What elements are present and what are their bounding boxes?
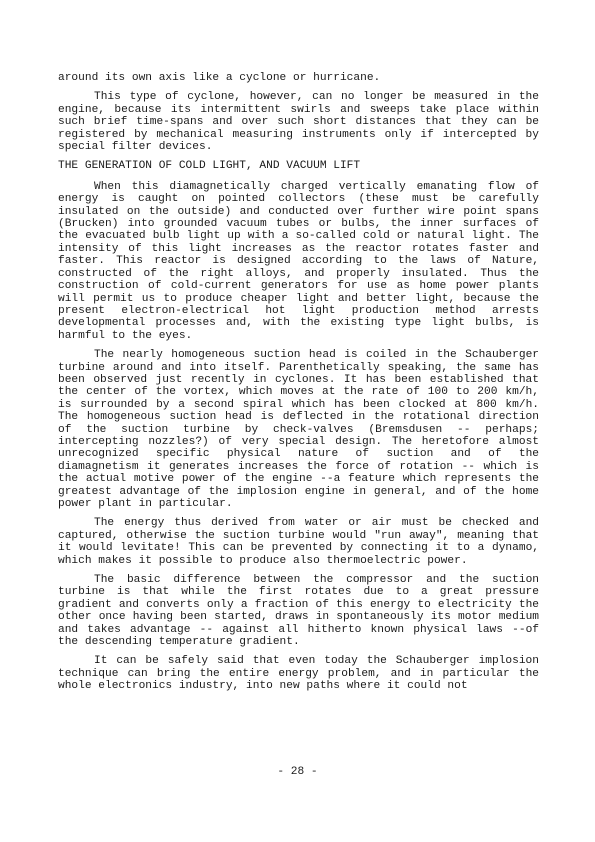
body-paragraph-suction-head: The nearly homogeneous suction head is coiled in the Schauberger turbine around and into itself. Parenthetically speaking, the same has been observed just recently in cyclones. It has been established that the center of the vortex, which moves at the rate of 100 to 200 km/h, is surrounded by a second spiral which has been clocked at 800 km/h. The homogeneous suction head is deflected in the rotational direction of the suction turbine by check-valves (Bremsdusen -- perhaps; intercepting nozzles?) of very special design. The heretofore almost unrecognized specific physical nature of suction and of the diamagnetism it generates increases the force of rotation -- which is the actual motive power of the engine --a feature which represents the greatest advantage of the implosion engine in general, and of the home power plant in particular. [58,349,539,510]
page-number: - 28 - [277,766,318,778]
document-page [58,72,539,700]
body-paragraph-energy-capture: The energy thus derived from water or air must be checked and captured, otherwise the suction turbine would "run away", meaning that it would levitate! This can be prevented by connecting it to a dynamo, which makes it possible to produce also thermoelectric power. [58,517,539,567]
cyclone-paragraph: This type of cyclone, however, can no longer be measured in the engine, because its intermittent swirls and sweeps take place within such brief time-spans and over such short distances that they can be registered by mechanical measuring instruments only if intercepted by special filter devices. [58,91,539,154]
body-paragraph-cold-light: When this diamagnetically charged vertically emanating flow of energy is caught on pointed collectors (these must be carefully insulated on the outside) and conducted over further wire point spans (Brucken) into grounded vacuum tubes or bulbs, the inner surfaces of the evacuated bulb light up with a so-called cold or natural light. The intensity of this light increases as the reactor rotates faster and faster. This reactor is designed according to the laws of Nature, constructed of the right alloys, and properly insulated. Thus the construction of cold-current generators for use as home power plants will permit us to produce cheaper light and better light, because the present electron-electrical hot light production method arrests developmental processes and, with the existing type light bulbs, is harmful to the eyes. [58,180,539,342]
section-heading: THE GENERATION OF COLD LIGHT, AND VACUUM LIFT [58,160,361,173]
continued-paragraph: around its own axis like a cyclone or hurricane. [58,72,381,84]
body-paragraph-implosion-technique: It can be safely said that even today the Schauberger implosion technique can bring the entire energy problem, and in particular the whole electronics industry, into new paths where it could not [58,655,539,693]
body-paragraph-compressor-difference: The basic difference between the compressor and the suction turbine is that while the first rotates due to a great pressure gradient and converts only a fraction of this energy to electricity the other once having been started, draws in spontaneously its motor medium and takes advantage -- against all hitherto known physical laws --of the descending temperature gradient. [58,574,539,649]
